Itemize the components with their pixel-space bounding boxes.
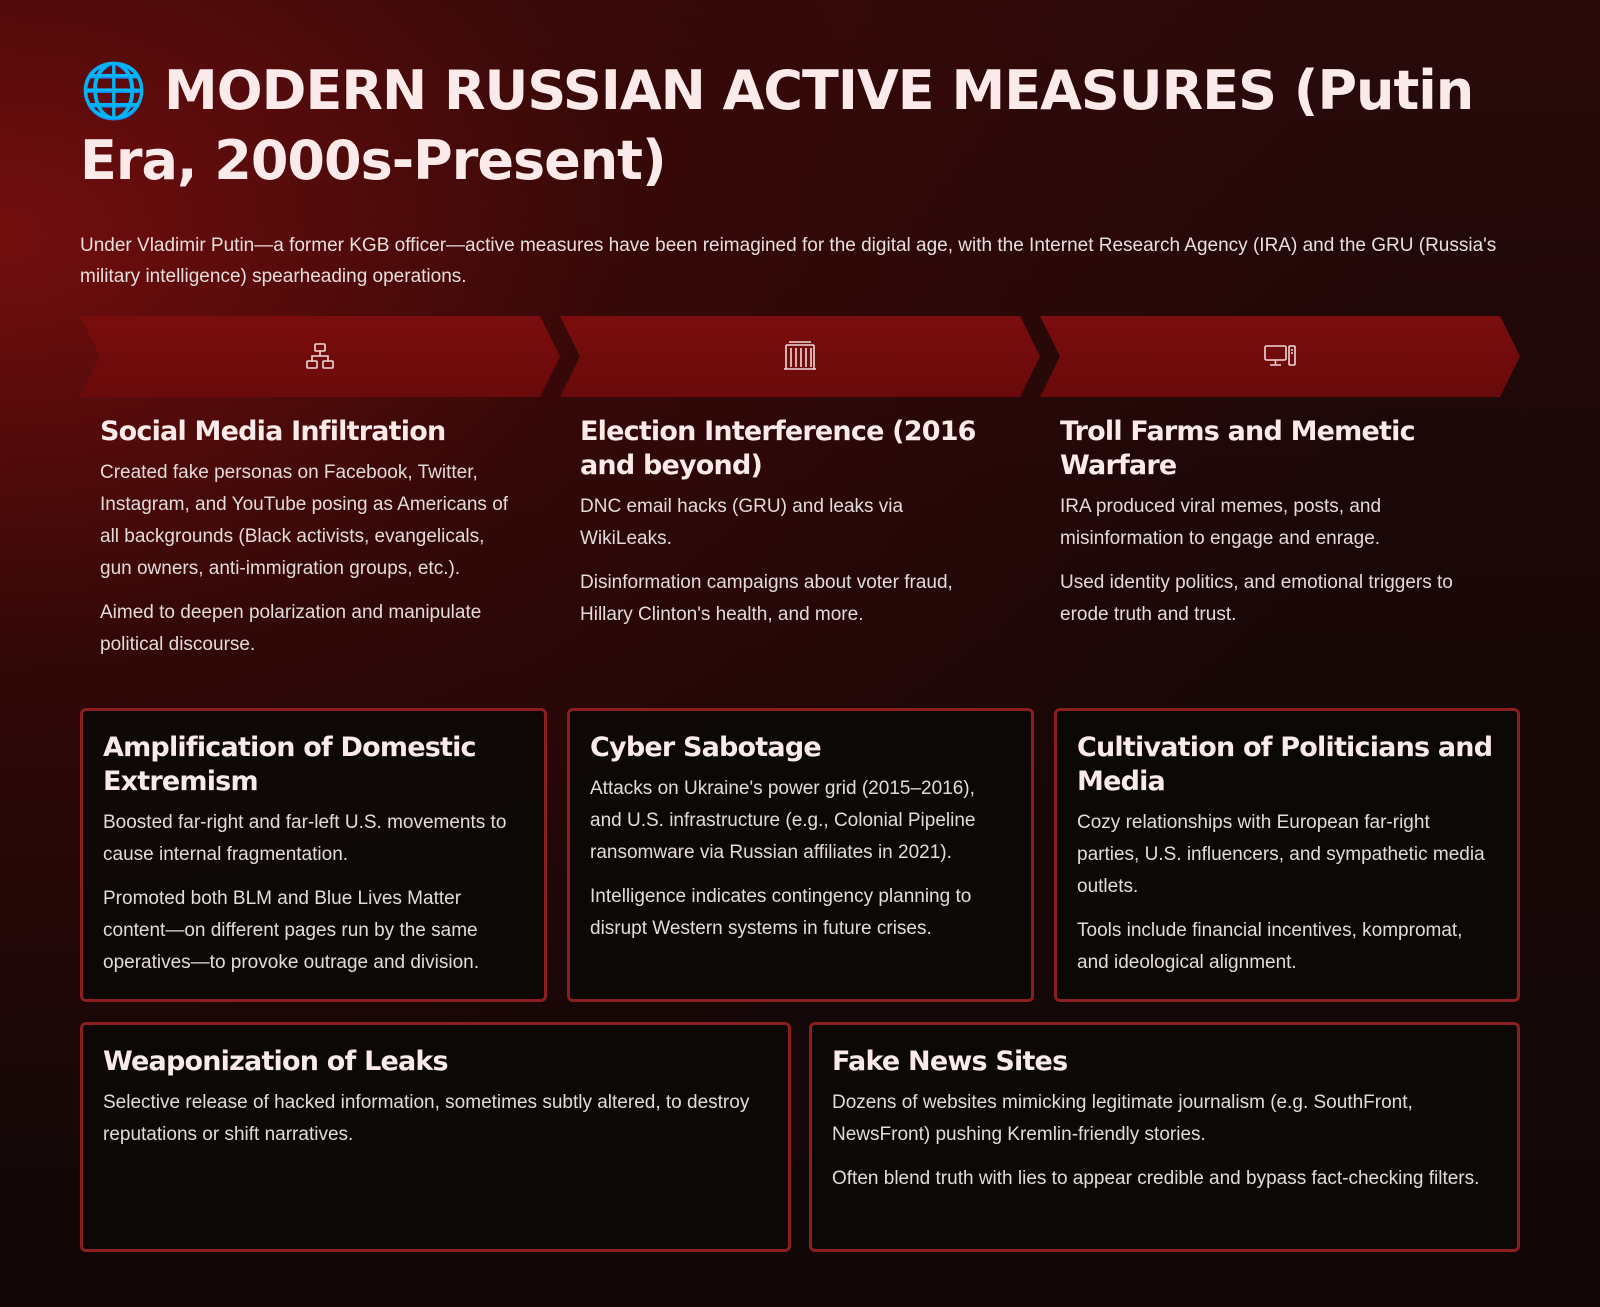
- card-title: Cultivation of Politicians and Media: [1077, 732, 1493, 797]
- card-paragraph: Tools include financial incentives, kompromat, and ideological alignment.: [1077, 920, 1463, 973]
- step-paragraph: Used identity politics, and emotional triggers to erode truth and trust.: [1060, 572, 1453, 625]
- card-title: Weaponization of Leaks: [103, 1046, 448, 1077]
- card-paragraph: Dozens of websites mimicking legitimate journalism (e.g. SouthFront, NewsFront) pushing Kremlin-friendly stories.: [832, 1092, 1413, 1145]
- computer-icon: [1263, 343, 1297, 369]
- card-paragraph: Attacks on Ukraine's power grid (2015–2016), and U.S. infrastructure (e.g., Colonial Pipeline ransomware via Russian affiliates in 2021).: [590, 778, 976, 863]
- step-election-interference: [580, 415, 1000, 643]
- card-domestic-extremism: [80, 708, 547, 1002]
- card-paragraph: Cozy relationships with European far-right parties, U.S. influencers, and sympathetic media outlets.: [1077, 812, 1485, 897]
- card-title: Cyber Sabotage: [590, 732, 821, 763]
- card-weaponization-of-leaks: [80, 1022, 791, 1252]
- network-icon: [305, 342, 335, 370]
- ballot-box-icon: [783, 340, 817, 372]
- step-paragraph: IRA produced viral memes, posts, and misinformation to engage and enrage.: [1060, 496, 1382, 549]
- card-paragraph: Often blend truth with lies to appear credible and bypass fact-checking filters.: [832, 1168, 1480, 1189]
- step-troll-farms: [1060, 415, 1480, 643]
- step-paragraph: Aimed to deepen polarization and manipulate political discourse.: [100, 602, 482, 655]
- step-chevron-2: [560, 316, 1040, 397]
- card-paragraph: Promoted both BLM and Blue Lives Matter content—on different pages run by the same operatives—to provoke outrage and division.: [103, 888, 480, 973]
- step-chevron-3: [1040, 316, 1520, 397]
- step-paragraph: Disinformation campaigns about voter fraud, Hillary Clinton's health, and more.: [580, 572, 953, 625]
- card-paragraph: Selective release of hacked information, sometimes subtly altered, to destroy reputations or shift narratives.: [103, 1092, 750, 1145]
- step-title: Troll Farms and Memetic Warfare: [1060, 416, 1415, 481]
- step-chevron-1: [80, 316, 560, 397]
- card-cultivation-politicians-media: [1054, 708, 1520, 1002]
- step-title: Social Media Infiltration: [100, 416, 446, 447]
- step-title: Election Interference (2016 and beyond): [580, 416, 976, 481]
- card-title: Amplification of Domestic Extremism: [103, 732, 476, 797]
- card-fake-news-sites: [809, 1022, 1520, 1252]
- intro-paragraph: Under Vladimir Putin—a former KGB officer—active measures have been reimagined for the digital age, with the Internet Research Agency (IRA) and the GRU (Russia's military intelligence) spearheading operations.: [80, 235, 1497, 287]
- card-title: Fake News Sites: [832, 1046, 1068, 1077]
- step-paragraph: DNC email hacks (GRU) and leaks via WikiLeaks.: [580, 496, 904, 549]
- card-paragraph: Boosted far-right and far-left U.S. movements to cause internal fragmentation.: [103, 812, 507, 865]
- step-social-media-infiltration: [100, 415, 520, 673]
- step-paragraph: Created fake personas on Facebook, Twitter, Instagram, and YouTube posing as Americans of all backgrounds (Black activists, evangelicals, gun owners, anti-immigration groups, etc.).: [100, 462, 509, 579]
- page-title: 🌐 MODERN RUSSIAN ACTIVE MEASURES (Putin Era, 2000s-Present): [80, 59, 1474, 192]
- card-paragraph: Intelligence indicates contingency planning to disrupt Western systems in future crises.: [590, 886, 972, 939]
- card-cyber-sabotage: [567, 708, 1034, 1002]
